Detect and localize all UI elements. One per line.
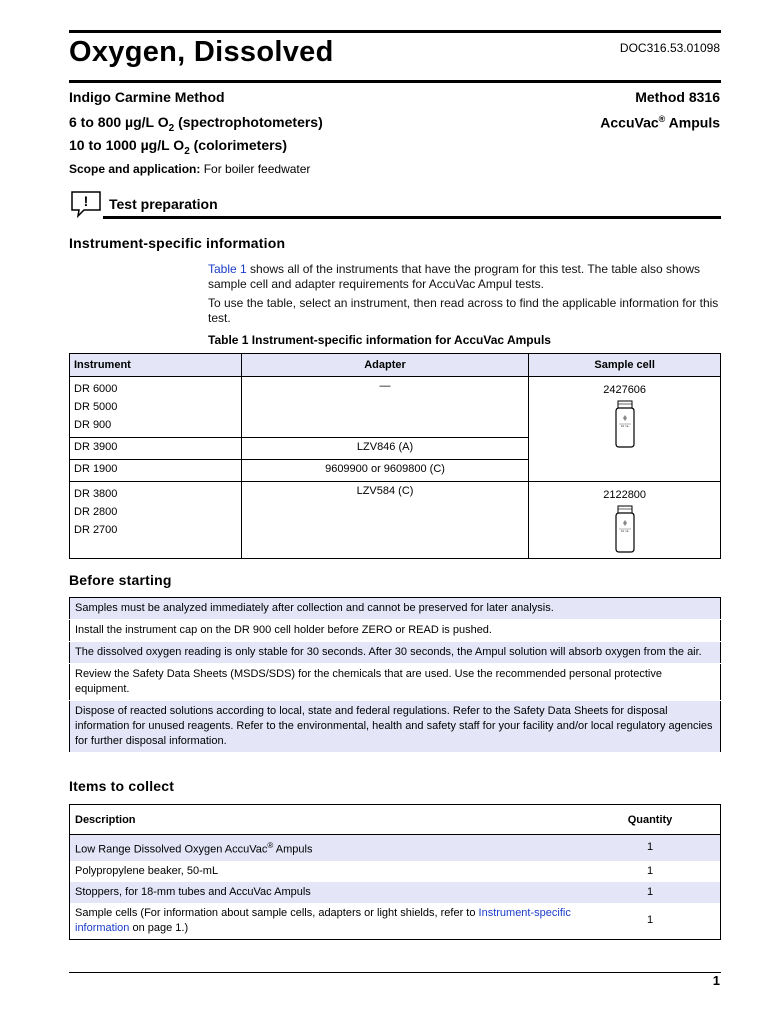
sample-cell-cell [529, 482, 721, 559]
svg-text:10 mL: 10 mL [620, 529, 629, 533]
instrument-cell: DR 900 [74, 419, 112, 431]
item-desc-suffix: Ampuls [273, 843, 313, 856]
adapter-cell: — [241, 377, 529, 438]
list-item: Install the instrument cap on the DR 900 cell holder before ZERO or READ is pushed. [70, 620, 721, 642]
instrument-cell: DR 5000 [74, 401, 118, 413]
svg-text:!: ! [83, 193, 89, 209]
item-quantity: 1 [580, 835, 721, 861]
sample-cell-number: 2122800 [603, 489, 647, 501]
instrument-cell: DR 2800 [74, 506, 118, 518]
sample-cell-cell [529, 377, 721, 482]
p1-text: shows all of the instruments that have the program for this test. The table also shows sample cell and adapter requirements for AccuVac Ampul tests. [208, 262, 701, 291]
item-desc-text: Low Range Dissolved Oxygen AccuVac [75, 843, 268, 856]
item-description [70, 903, 581, 940]
table-row-instruments [70, 377, 242, 438]
range-spectrophotometers [69, 114, 323, 134]
range-spectro-sub: 2 [168, 122, 175, 134]
accuvac-suffix: Ampuls [665, 114, 720, 131]
table-row-instruments [70, 482, 242, 559]
page-title: Oxygen, Dissolved [69, 36, 334, 68]
range-colori-sub: 2 [184, 145, 190, 157]
range-spectro-text: 6 to 800 µg/L O [69, 114, 169, 130]
scope-label: Scope and application: [69, 162, 201, 176]
col-instrument: Instrument [70, 354, 242, 377]
item-desc-suffix: on page 1.) [129, 921, 189, 934]
instrument-info-heading: Instrument-specific information [69, 235, 286, 251]
test-preparation-heading: Test preparation [109, 196, 218, 212]
item-desc-reg: ® [267, 841, 274, 850]
range-colorimeters [69, 137, 287, 157]
method-number: Method 8316 [635, 89, 720, 105]
items-to-collect-heading: Items to collect [69, 778, 175, 794]
item-desc-text: Sample cells (For information about sample cells, adapters or light shields, refer to [75, 906, 479, 919]
items-table [69, 804, 721, 940]
range-colori-text: 10 to 1000 µg/L O [69, 137, 185, 153]
footer-rule [69, 972, 721, 973]
col-description: Description [70, 805, 581, 835]
sample-cell-bottle-icon [613, 400, 637, 448]
method-name: Indigo Carmine Method [69, 89, 225, 105]
instrument-cell: DR 1900 [70, 460, 242, 482]
accuvac-text: AccuVac [600, 114, 659, 131]
col-sample-cell: Sample cell [529, 354, 721, 377]
title-rule [69, 80, 721, 83]
list-item: The dissolved oxygen reading is only stable for 30 seconds. After 30 seconds, the Ampul solution will absorb oxygen from the air. [70, 642, 721, 664]
accuvac-reg: ® [658, 114, 666, 124]
table1-caption: Table 1 Instrument-specific information for AccuVac Ampuls [208, 333, 551, 347]
adapter-cell: LZV846 (A) [241, 438, 529, 460]
svg-text:10 mL: 10 mL [620, 424, 629, 428]
instrument-cell: DR 2700 [74, 524, 118, 536]
list-item: Samples must be analyzed immediately after collection and cannot be preserved for later analysis. [70, 598, 721, 620]
adapter-cell: LZV584 (C) [241, 482, 529, 559]
item-quantity: 1 [646, 914, 654, 927]
item-quantity: 1 [580, 882, 721, 903]
item-description: Stoppers, for 18-mm tubes and AccuVac Ampuls [70, 882, 581, 903]
top-rule [69, 30, 721, 33]
item-quantity: 1 [646, 864, 654, 877]
warning-icon [70, 190, 102, 223]
range-colori-suffix: (colorimeters) [189, 137, 287, 153]
instrument-info-link[interactable]: Instrument-specific information [75, 906, 571, 934]
doc-number: DOC316.53.01098 [619, 41, 720, 55]
col-adapter: Adapter [241, 354, 529, 377]
sample-cell-bottle-icon [613, 505, 637, 553]
instrument-cell: DR 3900 [70, 438, 242, 460]
instrument-table [69, 353, 721, 559]
page-number: 1 [712, 973, 720, 988]
before-starting-list [69, 597, 721, 753]
list-item: Review the Safety Data Sheets (MSDS/SDS) for the chemicals that are used. Use the recommended personal protective equipment. [70, 664, 721, 701]
accuvac-ampuls [600, 114, 720, 131]
list-item: Dispose of reacted solutions according to local, state and federal regulations. Refer to the Safety Data Sheets for disposal information for unused reagents. Refer to the environmental, health and safety staff for your facility and/or local regulatory agencies for further disposal information. [70, 701, 721, 753]
before-starting-heading: Before starting [69, 572, 172, 588]
adapter-cell: 9609900 or 9609800 (C) [241, 460, 529, 482]
range-spectro-suffix: (spectrophotometers) [174, 114, 323, 130]
sample-cell-number: 2427606 [603, 384, 647, 396]
instrument-info-p1 [208, 262, 720, 292]
scope-text: For boiler feedwater [200, 162, 311, 176]
test-prep-rule [103, 216, 721, 219]
table1-link[interactable]: Table 1 [208, 262, 247, 276]
col-quantity: Quantity [580, 805, 721, 835]
instrument-info-p2: To use the table, select an instrument, then read across to find the applicable information for this test. [208, 296, 719, 325]
instrument-cell: DR 3800 [74, 488, 118, 500]
item-description [70, 835, 581, 861]
item-description: Polypropylene beaker, 50-mL [75, 864, 219, 877]
instrument-cell: DR 6000 [74, 383, 118, 395]
scope-application [69, 162, 310, 176]
